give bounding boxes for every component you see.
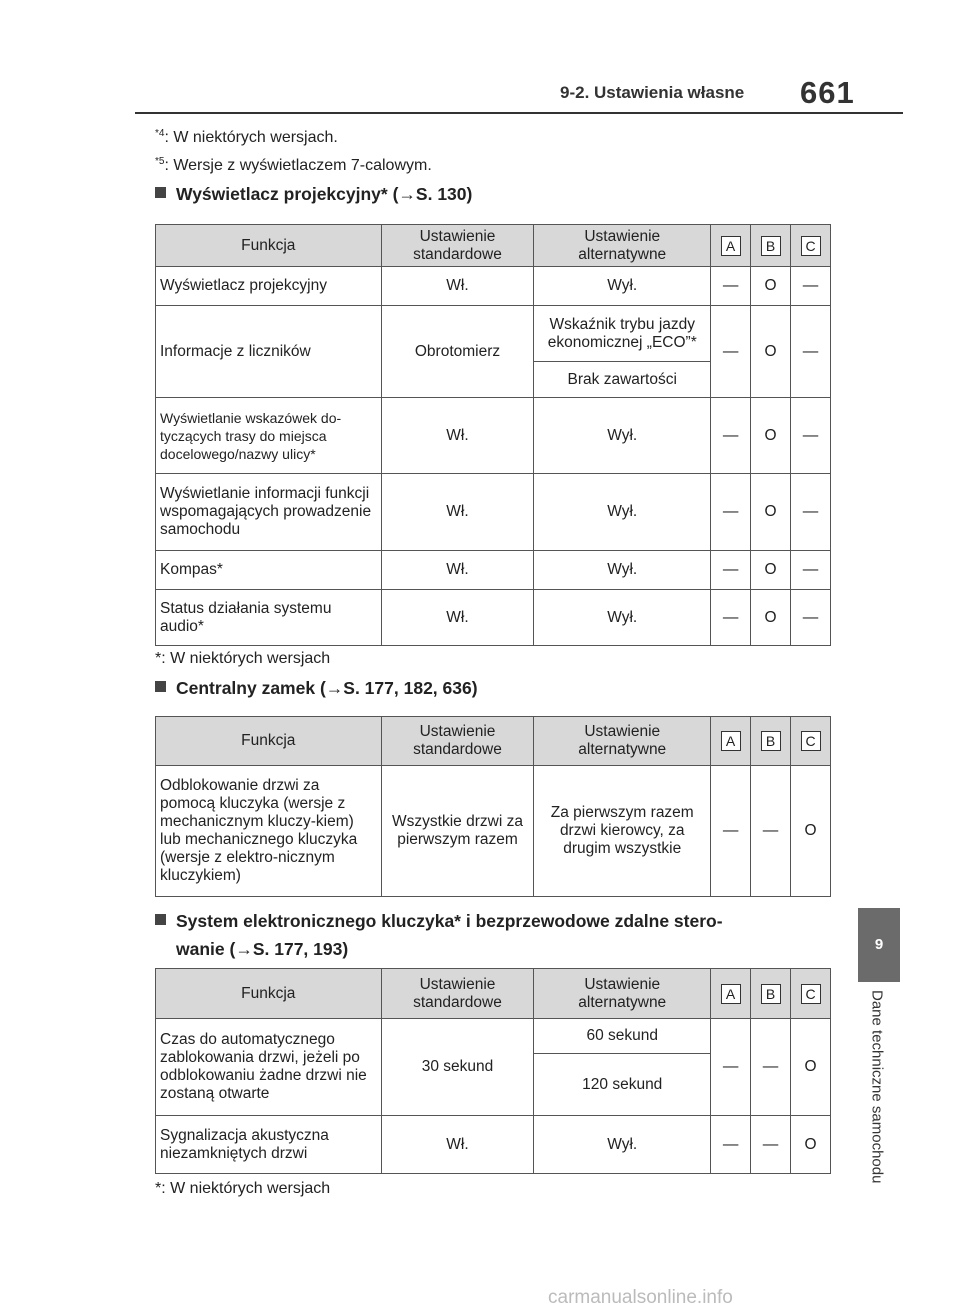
cell-c: O [791,1116,831,1174]
cell-default: Wł. [381,551,534,590]
chapter-tab[interactable]: 9 [858,908,900,982]
method-c-icon: C [801,236,821,256]
cell-b: O [751,474,791,551]
cell-default: Wł. [381,267,534,306]
cell-alt: Wskaźnik trybu jazdy ekonomicznej „ECO”* [534,306,711,362]
col-c [791,717,831,766]
cell-c: O [791,766,831,897]
table-row [156,306,831,362]
col-b [751,225,791,267]
section-heading-locks [155,674,478,702]
cell-function: Kompas* [156,551,382,590]
page-number: 661 [800,75,855,110]
page-ref-link[interactable]: S. 177, 182, 636) [343,678,478,698]
table-row [156,766,831,897]
cell-alt: Za pierwszym razem drzwi kierowcy, za drugim wszystkie [534,766,711,897]
col-c [791,969,831,1019]
arrow-icon: → [235,939,253,959]
cell-c: — [791,590,831,646]
table-note: *: W niektórych wersjach [155,650,331,667]
cell-a: — [711,590,751,646]
col-a [711,969,751,1019]
method-a-icon: A [721,236,741,256]
table-row [156,590,831,646]
cell-function: Odblokowanie drzwi za pomocą kluczyka (wersje z mechanicznym kluczy-kiem) lub mechanicznego kluczyka (wersje z elektro-nicznym kluczykiem) [156,766,382,897]
cell-a: — [711,398,751,474]
method-a-icon: A [721,731,741,751]
cell-c: — [791,398,831,474]
col-a [711,717,751,766]
col-alternative: Ustawienie alternatywne [534,717,711,766]
cell-b: O [751,551,791,590]
method-c-icon: C [801,984,821,1004]
table-row [156,551,831,590]
col-alternative: Ustawienie alternatywne [534,225,711,267]
cell-function: Wyświetlanie wskazówek do-tyczących trasy do miejsca docelowego/nazwy ulicy* [156,398,382,474]
cell-b: — [751,1019,791,1116]
cell-a: — [711,1116,751,1174]
page-ref-link[interactable]: S. 130) [415,184,473,204]
cell-a: — [711,474,751,551]
table-central-lock [155,716,831,897]
cell-c: — [791,474,831,551]
cell-b: O [751,267,791,306]
table-smart-key [155,968,831,1174]
cell-alt: 60 sekund [534,1019,711,1054]
table-row [156,398,831,474]
col-a [711,225,751,267]
col-standard: Ustawienie standardowe [381,969,534,1019]
cell-b: — [751,766,791,897]
col-c [791,225,831,267]
cell-a: — [711,1019,751,1116]
arrow-icon: → [398,184,416,204]
method-b-icon: B [761,731,781,751]
cell-alt: Wył. [534,474,711,551]
cell-c: — [791,551,831,590]
cell-c: — [791,267,831,306]
method-b-icon: B [761,236,781,256]
cell-alt: Wył. [534,267,711,306]
table-note: *: W niektórych wersjach [155,1180,331,1197]
table-header-row [156,969,831,1019]
footnote-mark: *4 [155,128,165,139]
cell-b: O [751,398,791,474]
table-row [156,474,831,551]
table-row [156,1019,831,1054]
section-heading-hud [155,180,472,208]
col-standard: Ustawienie standardowe [381,717,534,766]
col-standard: Ustawienie standardowe [381,225,534,267]
cell-b: O [751,590,791,646]
cell-default: Wł. [381,474,534,551]
cell-alt: 120 sekund [534,1054,711,1116]
method-a-icon: A [721,984,741,1004]
cell-function: Status działania systemu audio* [156,590,382,646]
cell-a: — [711,551,751,590]
cell-b: — [751,1116,791,1174]
square-bullet-icon [155,187,166,198]
table-hud [155,224,831,646]
method-b-icon: B [761,984,781,1004]
heading-text: Centralny zamek ( [176,678,326,698]
cell-a: — [711,766,751,897]
cell-function: Informacje z liczników [156,306,382,398]
method-c-icon: C [801,731,821,751]
footnote-text: : Wersje z wyświetlaczem 7-calowym. [164,157,432,174]
cell-b: O [751,306,791,398]
cell-function: Wyświetlacz projekcyjny [156,267,382,306]
section-heading-smart-key [155,907,723,963]
header-rule [135,112,903,114]
cell-alt: Brak zawartości [534,362,711,398]
col-funkcja: Funkcja [156,225,382,267]
table-row [156,1116,831,1174]
col-alternative: Ustawienie alternatywne [534,969,711,1019]
square-bullet-icon [155,914,166,925]
col-b [751,717,791,766]
cell-function: Czas do automatycznego zablokowania drzwi, jeżeli po odblokowaniu żadne drzwi nie zostaną otwarte [156,1019,382,1116]
heading-text: Wyświetlacz projekcyjny* ( [176,184,399,204]
cell-function: Wyświetlanie informacji funkcji wspomagających prowadzenie samochodu [156,474,382,551]
table-row [156,267,831,306]
page-ref-link[interactable]: S. 177, 193) [252,939,349,959]
cell-alt: Wył. [534,398,711,474]
cell-alt: Wył. [534,551,711,590]
table-header-row [156,717,831,766]
chapter-title: Dane techniczne samochodu [868,990,886,1184]
footnote-mark: *5 [155,156,165,167]
cell-alt: Wył. [534,590,711,646]
watermark: carmanualsonline.info [548,1287,733,1308]
cell-alt: Wył. [534,1116,711,1174]
cell-default: Wł. [381,398,534,474]
col-b [751,969,791,1019]
cell-c: — [791,306,831,398]
cell-default: 30 sekund [381,1019,534,1116]
heading-text: System elektronicznego kluczyka* i bezprzewodowe zdalne stero- [176,911,723,931]
cell-c: O [791,1019,831,1116]
square-bullet-icon [155,681,166,692]
table-header-row [156,225,831,267]
arrow-icon: → [325,678,344,698]
footnote-5 [155,156,432,175]
cell-default: Wszystkie drzwi za pierwszym razem [381,766,534,897]
col-funkcja: Funkcja [156,717,382,766]
cell-default: Wł. [381,1116,534,1174]
col-funkcja: Funkcja [156,969,382,1019]
cell-default: Obrotomierz [381,306,534,398]
section-title: 9-2. Ustawienia własne [560,83,745,102]
heading-text-cont: wanie ( [176,939,236,959]
cell-a: — [711,267,751,306]
cell-function: Sygnalizacja akustyczna niezamkniętych drzwi [156,1116,382,1174]
cell-a: — [711,306,751,398]
footnote-4 [155,128,338,147]
cell-default: Wł. [381,590,534,646]
footnote-text: : W niektórych wersjach. [164,129,338,146]
